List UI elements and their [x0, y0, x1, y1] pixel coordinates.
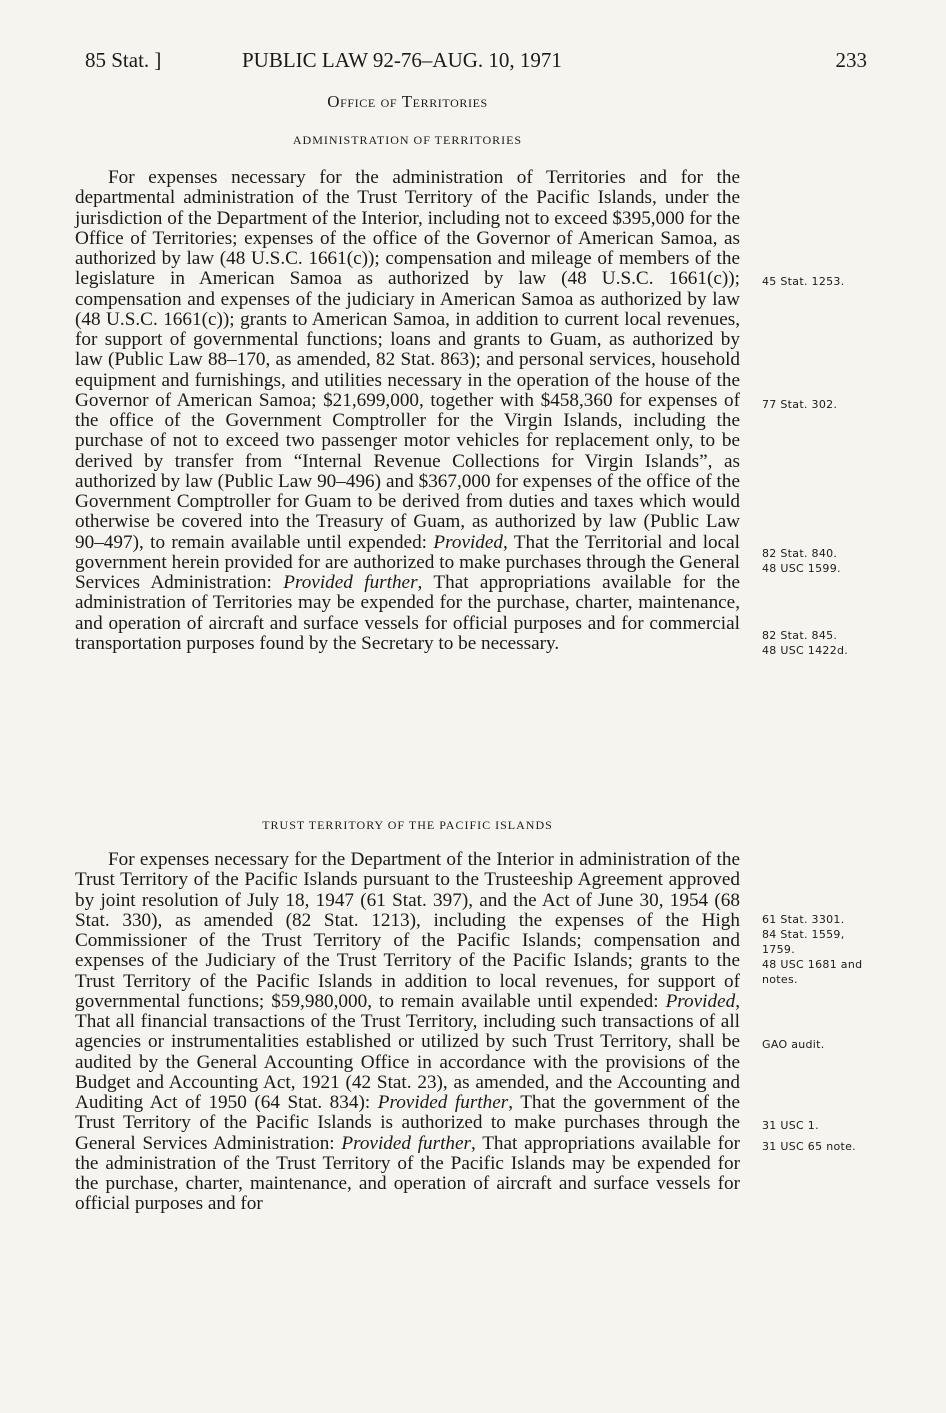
margin-note-line: 31 USC 1. — [762, 1119, 819, 1132]
text-run: , That all financial transactions of the Trust Territory, including such transactions of all agencies or instrumentalities established or utilized by such Trust Territory, shall be audited by the General Accounting Office in accordance with the provisions of the Budget and Accounting Act, 1921 (42 Stat. 23), as amended, and the Accounting and Auditing Act of 1950 (64 Stat. 834): — [75, 990, 740, 1113]
admin-heading: ADMINISTRATION OF TERRITORIES — [292, 133, 523, 147]
margin-note-line: 77 Stat. 302. — [762, 398, 838, 411]
margin-note — [762, 274, 902, 289]
running-title: PUBLIC LAW 92-76–AUG. 10, 1971 — [242, 48, 562, 72]
margin-note — [762, 912, 902, 987]
margin-note-line: 45 Stat. 1253. — [762, 275, 845, 288]
margin-note — [762, 1037, 902, 1052]
page-header — [85, 48, 885, 78]
page-number: 233 — [835, 48, 867, 72]
margin-note-line: 1759. — [762, 943, 795, 956]
text-run-italic: Provided further — [377, 1092, 509, 1113]
margin-note-line: notes. — [762, 973, 798, 986]
margin-note-line: 82 Stat. 840. — [762, 547, 838, 560]
text-run: , That appropriations available for the administration of Territories may be expended for the purchase, charter, maintenance, and operation of aircraft and surface vessels for official purposes and for commercial transportation purposes found by the Secretary to be necessary. — [75, 572, 740, 654]
margin-note-line: 31 USC 65 note. — [762, 1140, 856, 1153]
text-run-italic: Provided — [665, 990, 736, 1012]
margin-note-line: 48 USC 1422d. — [762, 644, 849, 657]
margin-note — [762, 546, 902, 576]
margin-note-line: 48 USC 1599. — [762, 562, 841, 575]
margin-note-line: 82 Stat. 845. — [762, 629, 838, 642]
margin-note — [762, 397, 902, 412]
margin-note-line: 84 Stat. 1559, — [762, 928, 845, 941]
appropriation-paragraph-trust-territory — [75, 850, 740, 1300]
text-run: For expenses necessary for the Department of the Interior in administration of the Trust Territory of the Pacific Islands pursuant to the Trusteeship Agreement approved by joint resolution of July 18, 1947 (61 Stat. 397), and the Act of June 30, 1954 (68 Stat. 330), as amended (82 Stat. 1213), including the expenses of the High Commissioner of the Trust Territory of the Pacific Islands; compensation and expenses of the Judiciary of the Trust Territory of the Pacific Islands; grants to the Trust Territory of the Pacific Islands in addition to local revenues, for support of governmental functions; $59,980,000, to remain available until expended: — [75, 849, 740, 1012]
text-run-italic: Provided further — [341, 1132, 472, 1154]
text-run: , That the government of the Trust Territory of the Pacific Islands is authorized to make purchases through the General Services Administration: — [75, 1092, 741, 1154]
text-run: , That the Territorial and local government herein provided for are authorized to make purchases through the General Services Administration: — [75, 531, 740, 593]
margin-note — [762, 628, 902, 658]
margin-note-line: GAO audit. — [762, 1038, 825, 1051]
trust-heading: TRUST TERRITORY OF THE PACIFIC ISLANDS — [262, 818, 553, 832]
text-run: , That appropriations available for the administration of the Trust Territory of the Pacific Islands may be expended for the purchase, charter, maintenance, and operation of aircraft and surface vessels for official purposes and for — [75, 1132, 740, 1215]
margin-note — [762, 1118, 902, 1154]
margin-note-line: 61 Stat. 3301. — [762, 913, 845, 926]
text-run-italic: Provided — [433, 531, 503, 553]
appropriation-paragraph-territories — [75, 168, 740, 793]
text-run-italic: Provided further — [283, 572, 418, 593]
margin-note-line: 48 USC 1681 and — [762, 958, 863, 971]
statute-citation: 85 Stat. ] — [85, 48, 162, 72]
office-heading: Office of Territories — [327, 92, 488, 111]
text-run: For expenses necessary for the administration of Territories and for the departmental administration of the Trust Territory of the Pacific Islands, under the jurisdiction of the Department of the Interior, including not to exceed $395,000 for the Office of Territories; expenses of the office of the Governor of American Samoa, as authorized by law (48 U.S.C. 1661(c)); compensation and mileage of members of the legislature in American Samoa as authorized by law (48 U.S.C. 1661(c)); compensation and expenses of the judiciary in American Samoa as authorized by law (48 U.S.C. 1661(c)); grants to American Samoa, in addition to current local revenues, for support of governmental functions; loans and grants to Guam, as authorized by law (Public Law 88–170, as amended, 82 Stat. 863); and personal services, household equipment and furnishings, and utilities necessary in the operation of the house of the Governor of American Samoa; $21,699,000, together with $458,360 for expenses of the office of the Government Comptroller for the Virgin Islands, including the purchase of not to exceed two passenger motor vehicles for replacement only, to be derived by transfer from “Internal Revenue Collections for Virgin Islands”, as authorized by law (Public Law 90–496) and $367,000 for expenses of the office of the Government Comptroller for Guam to be derived from duties and taxes which would otherwise be covered into the Treasury of Guam, as authorized by law (Public Law 90–497), to remain available until expended: — [75, 167, 740, 553]
